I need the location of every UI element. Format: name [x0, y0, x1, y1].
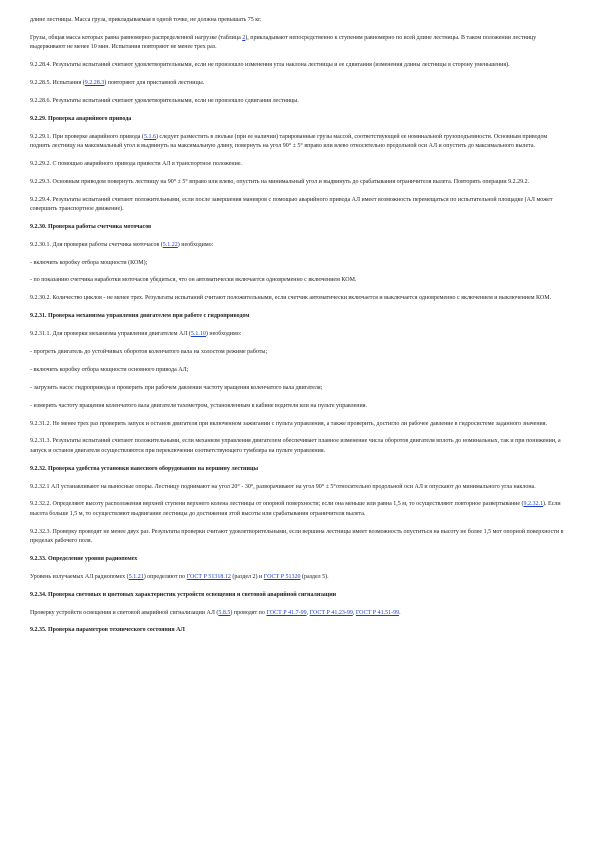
- text-run: 9.2.28.6. Результаты испытаний считают удовлетворительными, если не произошло сдвигания лестницы.: [30, 97, 299, 104]
- text-run: 9.2.31.3. Результаты испытаний считают положительными, если механизм управления двигателем обеспечивает плавное изменение числа оборотов двигателя вплоть до номинальных, так и при понижении, а запуск и останов двигателя осуществляются при переключении соответствующего тумблера на пульте управления.: [30, 438, 561, 454]
- text-run: 9.2.29.2. С помощью аварийного привода привести АЛ в транспортное положение.: [30, 160, 243, 167]
- text-run: ) следует разместить в люльке (при ее наличии) тарированные грузы массой, соответствующей ее номинальной грузоподъемности. Основным приводом поднять лестницу на максимальный угол и выдвинуть на максимальную длину, повернуть на угол 90° ± 5° вправо или влево относительно продольной оси АЛ и опустить до максимального вылета.: [30, 133, 548, 149]
- text-run: - включить коробку отбора мощности (КОМ);: [30, 259, 148, 266]
- text-run: 9.2.31.2. Не менее трех раз проверить запуск и останов двигателя при включенном зажигании с пульта управления, а также проверить, достигло ли рабочее давление в гидросистеме заданного значения.: [30, 420, 548, 427]
- reference-link[interactable]: 5.1.6: [143, 133, 156, 140]
- text-run: - загрузить насос гидропривода и проверить при рабочем давлении частоту вращения коленчатого вала двигателя;: [30, 384, 323, 391]
- paragraph: [30, 160, 565, 169]
- paragraph: [30, 483, 565, 492]
- text-run: ). Если высота больше 1,5 м, то осуществляют выдвигание лестницы до достижения этой высоты или срабатывания ограничителя вылета.: [30, 501, 561, 517]
- section-heading: [30, 223, 565, 232]
- paragraph: [30, 196, 565, 215]
- text-run: ,: [306, 609, 310, 616]
- paragraph: [30, 294, 565, 303]
- paragraph: [30, 178, 565, 187]
- text-run: 9.2.32.1 АЛ устанавливают на выносные опоры. Лестницу поднимают на угол 20° - 30°, разворачивают на угол 90° ± 5°относительно продольной оси АЛ и опускают до минимального угла наклона.: [30, 483, 536, 490]
- reference-link[interactable]: ГОСТ Р 51320: [263, 573, 301, 580]
- text-run: 9.2.32.2. Определяют высоту расположения верхней ступени верхнего колена лестницы от опорной поверхности; если она меньше или равна 1,5 м, то осуществляют повторное развертывание (: [30, 501, 524, 508]
- text-run: - измерить частоту вращения коленчатого вала двигателя тахометром, установленным в кабине водителя или на пульте управления.: [30, 402, 367, 409]
- text-run: Уровень излучаемых АЛ радиопомех (: [30, 573, 129, 580]
- section-heading: [30, 465, 565, 474]
- text-run: 9.2.32.3. Проверку проводят не менее двух раз. Результаты проверки считают удовлетворительными, если вершина лестницы имеет возможность опуститься на высоту не более 1,5 мот опорной поверхности в пределах рабочего поля.: [30, 528, 564, 544]
- reference-link[interactable]: ГОСТ Р 41.23-99: [309, 609, 353, 616]
- text-run: длине лестницы. Масса груза, прикладываемая в одной точке, не должна превышать 75 кг.: [30, 17, 262, 23]
- paragraph: [30, 79, 565, 88]
- text-run: 9.2.32. Проверка удобства установки навесного оборудования на вершину лестницы: [30, 465, 259, 472]
- paragraph: [30, 61, 565, 70]
- text-run: 9.2.29.1. При проверке аварийного привода (: [30, 133, 144, 140]
- text-run: ) повторяют для приставной лестницы.: [104, 79, 205, 86]
- text-run: 9.2.31. Проверка механизма управления двигателем при работе с гидроприводом: [30, 313, 250, 320]
- text-run: Грузы, общая масса которых равна равномерно распределенной нагрузке (таблица: [30, 34, 243, 41]
- text-run: 9.2.30.1. Для проверки работы счетчика моточасов (: [30, 241, 163, 248]
- text-run: ,: [352, 609, 356, 616]
- reference-link[interactable]: 2: [242, 34, 246, 41]
- text-run: 9.2.28.4. Результаты испытаний считают удовлетворительными, если не произошло изменения угла наклона лестницы и ее сдвигания (изменения длины лестницы в сторону уменьшения).: [30, 62, 510, 69]
- paragraph: [30, 366, 565, 375]
- text-run: ) необходимо:: [205, 331, 242, 338]
- reference-link[interactable]: ГОСТ Р 41.51-99: [355, 609, 400, 616]
- paragraph: [30, 97, 565, 106]
- section-heading: [30, 555, 565, 564]
- text-run: 9.2.28.5. Испытания (: [30, 79, 85, 86]
- reference-link[interactable]: ГОСТ Р 41.7-99: [266, 609, 307, 616]
- paragraph: [30, 420, 565, 429]
- text-run: ) необходимо:: [177, 241, 214, 248]
- text-run: 9.2.29. Проверка аварийного привода: [30, 115, 132, 122]
- text-run: (раздел 5).: [300, 573, 329, 580]
- reference-link[interactable]: 5.8.5: [218, 609, 231, 616]
- document-body: [30, 16, 565, 636]
- reference-link[interactable]: 9.2.32.1: [523, 501, 544, 508]
- text-run: 9.2.30.2. Количество циклов - не менее трех. Результаты испытаний считают положительными, если счетчик автоматически включается и выключается одновременно с включением и выключением КОМ.: [30, 295, 552, 302]
- paragraph: [30, 133, 565, 152]
- paragraph: [30, 348, 565, 357]
- paragraph: [30, 241, 565, 250]
- section-heading: [30, 626, 565, 635]
- text-run: - прогреть двигатель до устойчивых оборотов коленчатого вала на холостом режиме работы;: [30, 349, 268, 356]
- section-heading: [30, 115, 565, 124]
- text-run: 9.2.29.4. Результаты испытаний считают положительными, если после завершения маневров с помощью аварийного привода АЛ имеет возможность перемещаться по испытательной площадке (АЛ может совершить транспортное движение).: [30, 196, 553, 212]
- reference-link[interactable]: 9.2.28.3: [84, 79, 105, 86]
- paragraph: [30, 528, 565, 547]
- paragraph: [30, 259, 565, 268]
- text-run: 9.2.33. Определение уровня радиопомех: [30, 555, 138, 562]
- paragraph: [30, 384, 565, 393]
- text-run: 9.2.31.1. Для проверки механизма управления двигателем АЛ (: [30, 331, 191, 338]
- paragraph: [30, 16, 565, 25]
- reference-link[interactable]: ГОСТ Р 51318.12: [186, 573, 231, 580]
- text-run: .: [399, 609, 401, 616]
- text-run: 9.2.34. Проверка световых и цветовых характеристик устройств освещения и световой аварийной сигнализации: [30, 591, 337, 598]
- paragraph: [30, 437, 565, 456]
- text-run: ) проводят по: [230, 609, 267, 616]
- reference-link[interactable]: 5.1.22: [162, 241, 178, 248]
- text-run: - по показанию счетчика наработки моточасов убедиться, что он автоматически включается одновременно с включением КОМ.: [30, 277, 357, 284]
- paragraph: [30, 34, 565, 53]
- text-run: 9.2.30. Проверка работы счетчика моточасов: [30, 223, 152, 230]
- paragraph: [30, 402, 565, 411]
- text-run: ), прикладывают непосредственно к ступеням равномерно по всей длине лестницы. В таком положении лестницу выдерживают не менее 10 мин. Испытания повторяют не менее трех раз.: [30, 34, 537, 51]
- paragraph: [30, 276, 565, 285]
- text-run: Проверку устройств освещения и световой аварийной сигнализации АЛ (: [30, 609, 219, 616]
- text-run: 9.2.35. Проверка параметров технического состояния АЛ: [30, 627, 185, 634]
- section-heading: [30, 591, 565, 600]
- paragraph: [30, 609, 565, 618]
- text-run: 9.2.29.3. Основным приводом повернуть лестницу на 90° ± 5° вправо или влево, опустить на минимальный угол и выдвинуть до срабатывания ограничителя вылета. Повторить операции 9.2.29.2.: [30, 178, 530, 185]
- section-heading: [30, 312, 565, 321]
- paragraph: [30, 500, 565, 519]
- reference-link[interactable]: 5.1.10: [190, 331, 206, 338]
- paragraph: [30, 573, 565, 582]
- reference-link[interactable]: 5.1.21: [128, 573, 144, 580]
- text-run: (раздел 2) и: [230, 573, 264, 580]
- text-run: - включить коробку отбора мощности основного привода АЛ;: [30, 366, 189, 373]
- paragraph: [30, 330, 565, 339]
- text-run: ) определяют по: [143, 573, 187, 580]
